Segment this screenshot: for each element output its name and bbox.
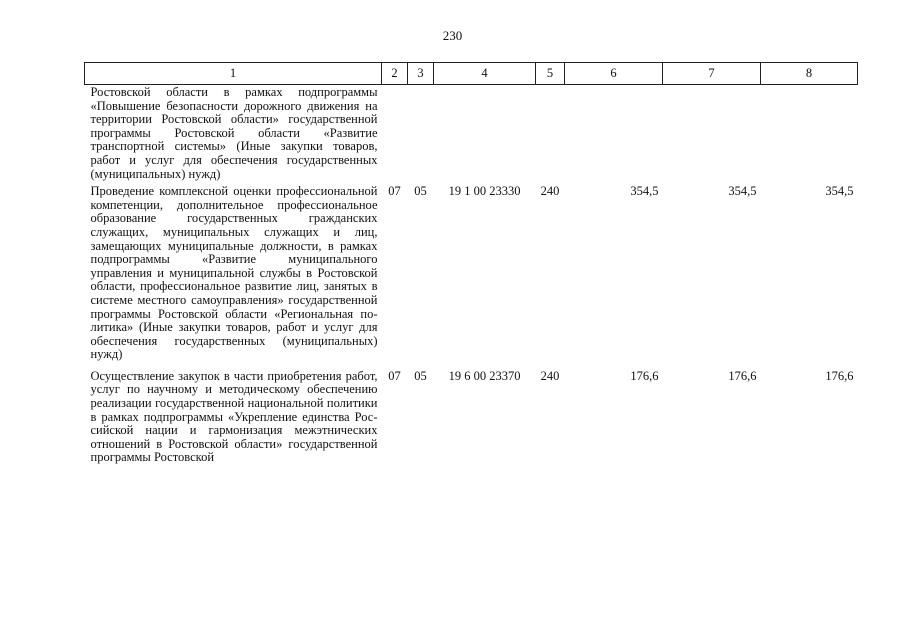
row-amount-year-1: 176,6: [630, 368, 659, 383]
budget-table: [84, 62, 858, 469]
row-description: Осуществление закупок в части приобретения работ, услуг по научному и методическому обеспечению реализации государственной национальной политики в рамках подпрограммы «Укрепление единства Российской нации и гармонизация межэтнических отношений в Ростовской области» государственной программы Ростовской: [90, 368, 378, 465]
header-row: [85, 63, 858, 85]
column-header-1: 1: [85, 63, 382, 85]
row-amount-year-2: [663, 85, 761, 182]
table-row: [85, 366, 858, 469]
row-description: Ростовской области в рамках подпрограммы «Повышение безопасности дорожного движения на территории Ростовской области» государственной программы Ростовской области «Развитие транспортной системы» (Иные закупки товаров, работ и услуг для обеспечения государственных (муниципальных) нужд): [90, 85, 378, 181]
table-row: [85, 181, 858, 366]
row-subsection: [408, 85, 434, 182]
column-header-8: 8: [761, 63, 858, 85]
row-subsection: 05: [414, 184, 427, 199]
column-header-6: 6: [565, 63, 663, 85]
row-amount-year-1: [565, 85, 663, 182]
column-header-3: 3: [408, 63, 434, 85]
row-expense-type: 240: [540, 184, 560, 199]
row-section: 07: [388, 184, 401, 199]
page-number: 230: [442, 28, 463, 43]
row-section: 07: [388, 368, 401, 383]
row-target-article: [434, 85, 536, 182]
row-description: Проведение комплексной оценки профессиональной компетенции, дополнительное профессиональное образование государственных гражданских служащих, муниципальных служащих и лиц, замещающих муниципальные должности, в рамках подпрограммы «Развитие муниципального управления и муниципальной службы в Ростовской области, профессиональное развитие лиц, занятых в системе местного самоуправления» государственной программы Ростовской области «Региональная политика» (Иные закупки товаров, работ и услуг для обеспечения государственных (муниципальных) нужд): [90, 184, 378, 362]
row-amount-year-3: 176,6: [825, 368, 854, 383]
row-amount-year-3: 354,5: [825, 184, 854, 199]
row-section: [382, 85, 408, 182]
row-target-article: 19 1 00 23330: [448, 184, 521, 199]
column-header-2: 2: [382, 63, 408, 85]
column-header-5: 5: [536, 63, 565, 85]
column-header-7: 7: [663, 63, 761, 85]
row-amount-year-3: [761, 85, 858, 182]
row-target-article: 19 6 00 23370: [448, 368, 521, 383]
row-amount-year-2: 176,6: [728, 368, 757, 383]
row-subsection: 05: [414, 368, 427, 383]
column-header-4: 4: [434, 63, 536, 85]
row-amount-year-1: 354,5: [630, 184, 659, 199]
table-row: [85, 85, 858, 182]
row-expense-type: [536, 85, 565, 182]
row-expense-type: 240: [540, 368, 560, 383]
row-amount-year-2: 354,5: [728, 184, 757, 199]
